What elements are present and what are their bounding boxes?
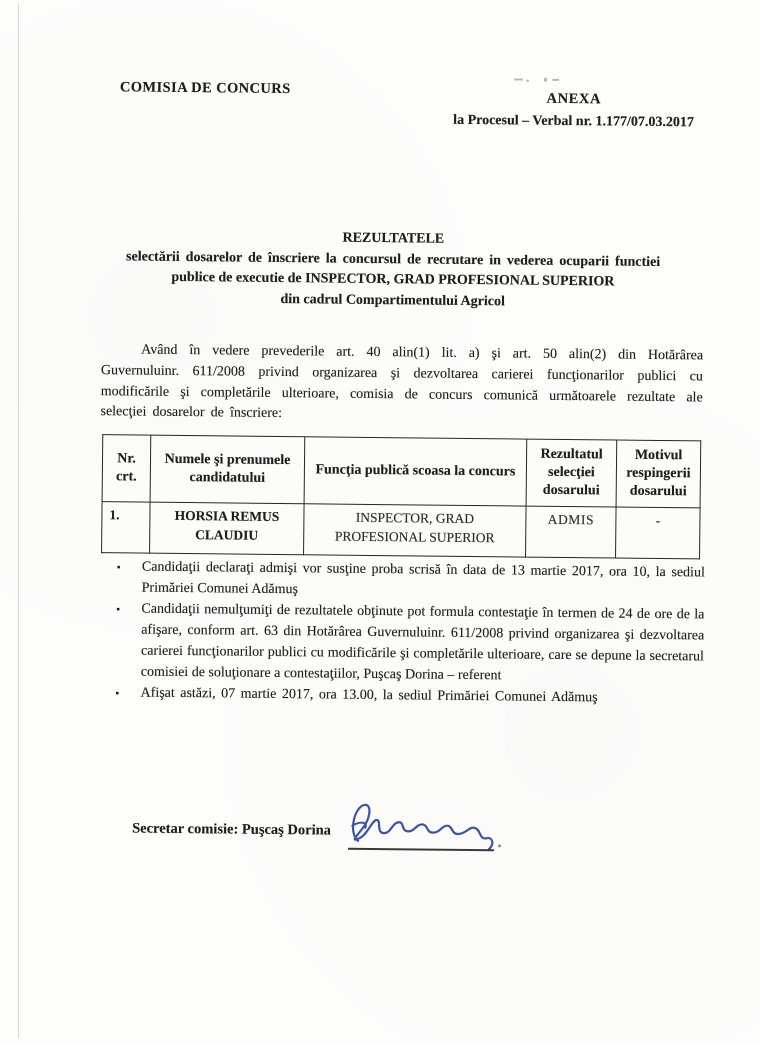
bullet-text: Candidaţii declaraţi admişi vor susţine proba scrisă în data de 13 martie 2017, ora 10, la sediul Primăriei Comunei Adămuş: [141, 559, 705, 598]
annex-subtitle: la Procesul – Verbal nr. 1.177/07.03.2017: [453, 112, 695, 131]
intro-paragraph: Având în vedere prevederile art. 40 alin(1) lit. a) şi art. 50 alin(2) din Hotărârea Guvernuluinr. 611/2008 privind organizarea şi dezvoltarea carierei funcţionarilor publici cu modificările şi completările ulterioare, comisia de concurs comunică următoarele rezultate ale selecţiei dosarelor de înscriere:: [100, 342, 704, 422]
table-row: [102, 502, 701, 559]
column-header-position: Funcţia publică scoasa la concurs: [304, 437, 527, 506]
annex-block: [436, 90, 712, 132]
column-header-name: Numele şi prenumele candidatului: [150, 435, 305, 504]
pencil-marks-artifact: [514, 76, 564, 85]
signature-label: Secretar comisie: Puşcaş Dorina: [132, 820, 332, 839]
cell-candidate-name: HORSIA REMUS CLAUDIU: [150, 502, 305, 555]
bullet-icon: ▪: [116, 562, 121, 574]
ink-dot-artifact: [498, 844, 501, 847]
commission-heading: COMISIA DE CONCURS: [119, 79, 291, 98]
bullet-text: Afişat astăzi, 07 martie 2017, ora 13.00, la sediul Primăriei Comunei Adămuş: [140, 685, 598, 706]
cell-position: INSPECTOR, GRAD PROFESIONAL SUPERIOR: [304, 504, 527, 557]
signature-handwriting: [338, 793, 509, 857]
title-line-2: selectării dosarelor de înscriere la concursul de recrutare in vederea ocuparii functiei: [126, 248, 661, 270]
cell-result: ADMIS: [526, 506, 617, 558]
list-item: [115, 556, 705, 604]
notes-list: [113, 556, 705, 709]
document-title: [68, 226, 719, 315]
bullet-icon: ▪: [116, 604, 121, 616]
bullet-text: Candidaţii nemulţumiţi de rezultatele obţinute pot formula contestaţie în termen de 24 de ore de la afişare, conform art. 63 din Hotărârea Guvernuluinr. 611/2008 privind organizarea şi dezvoltarea carierei funcţionarilor publici cu modificările şi completările ulterioare, care se depune la secretarul comisiei de soluţionare a contestaţiilor, Puşcaş Dorina – referent: [140, 601, 705, 684]
annex-title: ANEXA: [546, 90, 602, 108]
column-header-result: Rezultatul selecţiei dosarului: [526, 439, 617, 507]
title-line-4: din cadrul Compartimentului Agricol: [280, 291, 505, 309]
column-header-nr: Nr. crt.: [102, 435, 151, 502]
list-item: [114, 598, 705, 688]
column-header-reason: Motivul respingerii dosarului: [616, 440, 701, 508]
cell-rejection-reason: -: [616, 507, 701, 559]
bullet-icon: ▪: [115, 688, 120, 700]
title-line-1: REZULTATELE: [342, 230, 445, 247]
cell-nr: 1.: [102, 502, 151, 553]
table-header-row: [102, 435, 701, 508]
results-table: [101, 434, 701, 559]
title-line-3: publice de executie de INSPECTOR, GRAD PROFESIONAL SUPERIOR: [171, 269, 615, 290]
